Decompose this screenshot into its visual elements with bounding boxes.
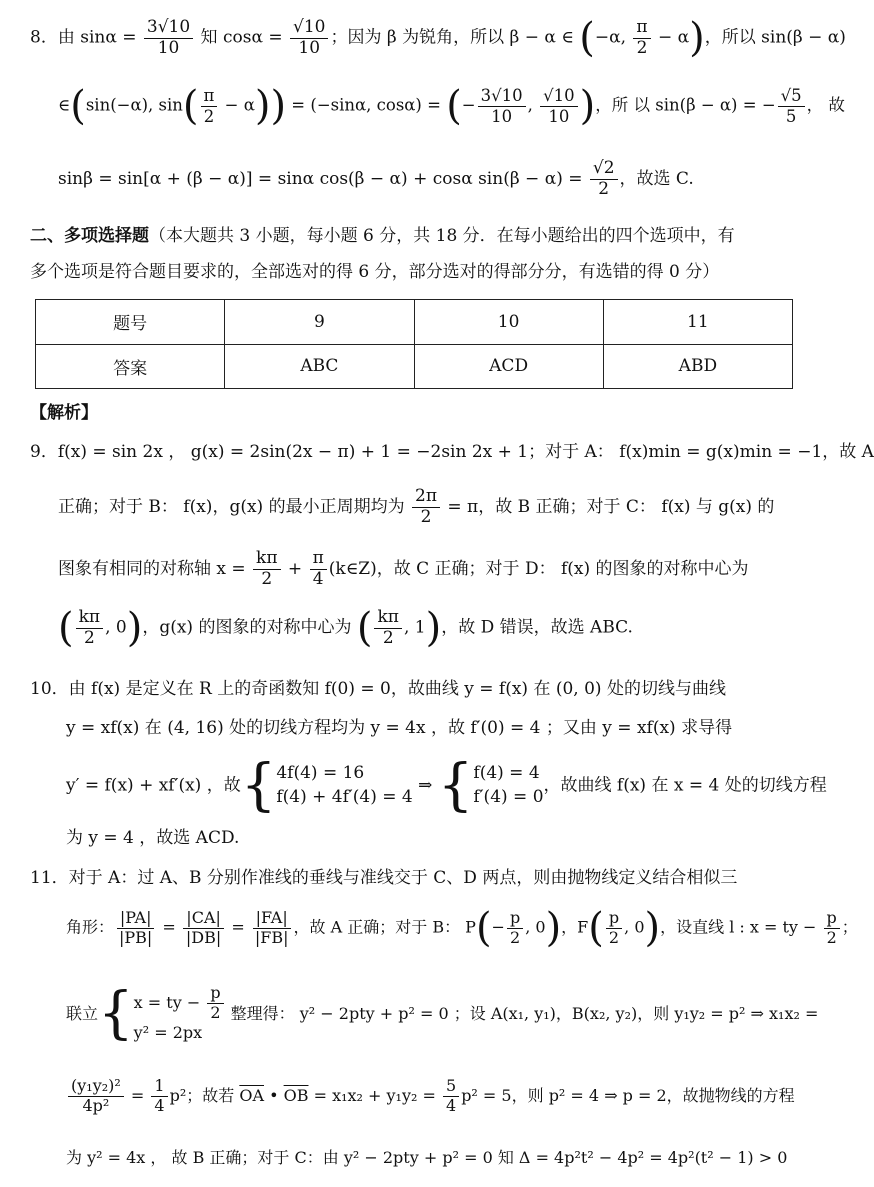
fraction: $\frac{p}{2}$ <box>207 985 223 1022</box>
q10-line1: 10．由 f(x) 是定义在 R 上的奇函数知 f(0) = 0，故曲线 y = f(x) 在 (0, 0) 处的切线与曲线 <box>30 679 726 699</box>
vector-oa: $\overline{OA}$ <box>239 1085 264 1105</box>
q11-line2: 角形： $\frac{|PA|}{|PB|}$ = $\frac{|CA|}{|DB|}$ = $\frac{|FA|}{|FB|}$ ，故 A 正确；对于 B： P(− $\frac{p}{2}$ , 0)，F( $\frac{p}{2}$ , 0)，设直线 l : x = ty − $\frac{p}{2}$ ； <box>66 905 858 951</box>
fraction: $\frac{\pi}{2}$ <box>201 87 218 125</box>
fraction: $\frac{2\pi}{2}$ <box>412 488 440 527</box>
fraction: $\frac{|FA|}{|FB|}$ <box>252 910 292 947</box>
fraction: $\frac{k\pi}{2}$ <box>76 609 103 648</box>
table-row <box>36 344 793 389</box>
q11-line1: 11．对于 A：过 A、B 分别作准线的垂线与准线交于 C、D 两点，则由抛物线定义结合相似三 <box>30 868 738 888</box>
table-cell: 10 <box>414 300 603 345</box>
table-cell: 11 <box>603 300 792 345</box>
table-cell: ACD <box>414 344 603 389</box>
section-heading-line2: 多个选项是符合题目要求的，全部选对的得 6 分，部分选对的得部分分，有选错的得 0 分） <box>30 262 720 282</box>
table-cell: 答案 <box>36 344 225 389</box>
section-heading-line1: 二、多项选择题（本大题共 3 小题，每小题 6 分，共 18 分．在每小题给出的四个选项中，有 <box>30 226 735 246</box>
analysis-label: 【解析】 <box>30 403 98 423</box>
table-cell: ABC <box>225 344 414 389</box>
q9-line2: 正确；对于 B： f(x)，g(x) 的最小正周期均为 $\frac{2\pi}{2}$ = π，故 B 正确；对于 C： f(x) 与 g(x) 的 <box>58 486 775 527</box>
table-cell: 题号 <box>36 300 225 345</box>
q8-line3: sinβ = sin[α + (β − α)] = sinα cos(β − α) + cosα sin(β − α) = $\frac{√2}{2}$ ，故选 C. <box>58 158 694 199</box>
q11-line3: 联立 { x = ty − $\frac{p}{2}$ y² = 2px 整理得： y² − 2pty + p² = 0 ；设 A(x₁, y₁)，B(x₂, y₂)，则 y₁y₂ = p² ⇒ x₁x₂ = <box>66 981 819 1047</box>
vector-ob: $\overline{OB}$ <box>283 1085 309 1105</box>
fraction: $\frac{3√10}{10}$ <box>144 19 193 58</box>
fraction: $\frac{√2}{2}$ <box>590 160 618 199</box>
fraction: $\frac{√10}{10}$ <box>290 19 328 58</box>
q8-line2: ∈(sin(−α), sin( $\frac{\pi}{2}$ − α)) = (−sinα, cosα) = (− $\frac{3√10}{10}$ , $\frac{√10}{10}$ )，所 以 sin(β − α) = − $\frac{√5}{5}$ ， 故 <box>58 83 845 129</box>
section-title: 二、多项选择题 <box>30 226 149 246</box>
answer-table <box>35 299 793 389</box>
fraction: $\frac{k\pi}{2}$ <box>374 609 401 648</box>
q10-line2: y = xf(x) 在 (4, 16) 处的切线方程均为 y = 4x ，故 f′(0) = 4 ；又由 y = xf(x) 求导得 <box>66 718 733 738</box>
q9-number: 9． <box>30 442 58 462</box>
q9-line3: 图象有相同的对称轴 x = $\frac{k\pi}{2}$ + $\frac{\pi}{4}$ (k∈Z)，故 C 正确；对于 D： f(x) 的图象的对称中心为 <box>58 548 749 589</box>
table-cell: 9 <box>225 300 414 345</box>
fraction: $\frac{√5}{5}$ <box>778 87 805 125</box>
fraction: $\frac{p}{2}$ <box>824 910 840 947</box>
q8-line1: 8．由 sinα = $\frac{3√10}{10}$ 知 cosα = $\frac{√10}{10}$ ；因为 β 为锐角，所以 β − α ∈ (−α, $\frac{\pi}{2}$ − α)，所以 sin(β − α) <box>30 15 846 61</box>
fraction: $\frac{|PA|}{|PB|}$ <box>116 910 155 947</box>
fraction: $\frac{|CA|}{|DB|}$ <box>183 910 224 947</box>
equation-system: { x = ty − $\frac{p}{2}$ y² = 2px <box>98 985 226 1044</box>
q8-number: 8． <box>30 27 58 48</box>
table-cell: ABD <box>603 344 792 389</box>
fraction: $\frac{\pi}{4}$ <box>310 550 327 589</box>
fraction: $\frac{3√10}{10}$ <box>478 87 526 125</box>
q9-line1: 9．f(x) = sin 2x ， g(x) = 2sin(2x − π) + 1 = −2sin 2x + 1；对于 A： f(x)min = g(x)min = −1，故 A <box>30 442 874 462</box>
fraction: $\frac{p}{2}$ <box>606 910 622 947</box>
fraction: $\frac{5}{4}$ <box>443 1078 459 1115</box>
fraction: $\frac{√10}{10}$ <box>540 87 578 125</box>
fraction: $\frac{\pi}{2}$ <box>633 19 650 58</box>
equation-system: { f(4) = 4 f′(4) = 0 <box>437 753 544 818</box>
q10-line4: 为 y = 4 ，故选 ACD. <box>66 828 240 848</box>
fraction: $\frac{p}{2}$ <box>507 910 523 947</box>
fraction: $\frac{k\pi}{2}$ <box>253 550 280 589</box>
q10-number: 10． <box>30 679 69 699</box>
fraction: $\frac{\text{(y₁y₂)²}}{\text{4p²}}$ <box>68 1078 124 1115</box>
q9-line4: ( $\frac{k\pi}{2}$ , 0)，g(x) 的图象的对称中心为 ( $\frac{k\pi}{2}$ , 1)，故 D 错误，故选 ABC. <box>58 605 633 651</box>
q11-line4: $\frac{\text{(y₁y₂)²}}{\text{4p²}}$ = $\frac{1}{4}$ p²；故若 $\overline{OA}$ • $\overline{OB} = x_1x_2 + y_1y_2$ = $\frac{5}{4}$ p² = 5，则 p² = 4 ⇒ p = 2，故抛物线的方程 <box>66 1078 795 1115</box>
fraction: $\frac{1}{4}$ <box>151 1078 167 1115</box>
q11-number: 11． <box>30 868 69 888</box>
q11-line5: 为 y² = 4x ， 故 B 正确；对于 C：由 y² − 2pty + p² = 0 知 Δ = 4p²t² − 4p² = 4p²(t² − 1) > 0 <box>66 1148 788 1167</box>
equation-system: { 4f(4) = 16 f(4) + 4f′(4) = 4 <box>240 753 413 818</box>
table-row <box>36 300 793 345</box>
q10-line3: y′ = f(x) + xf′(x) ，故 { 4f(4) = 16 f(4) + 4f′(4) = 4 ⇒ { f(4) = 4 f′(4) = 0 ，故曲线 f(x) 在 x = 4 处的切线方程 <box>66 753 827 818</box>
